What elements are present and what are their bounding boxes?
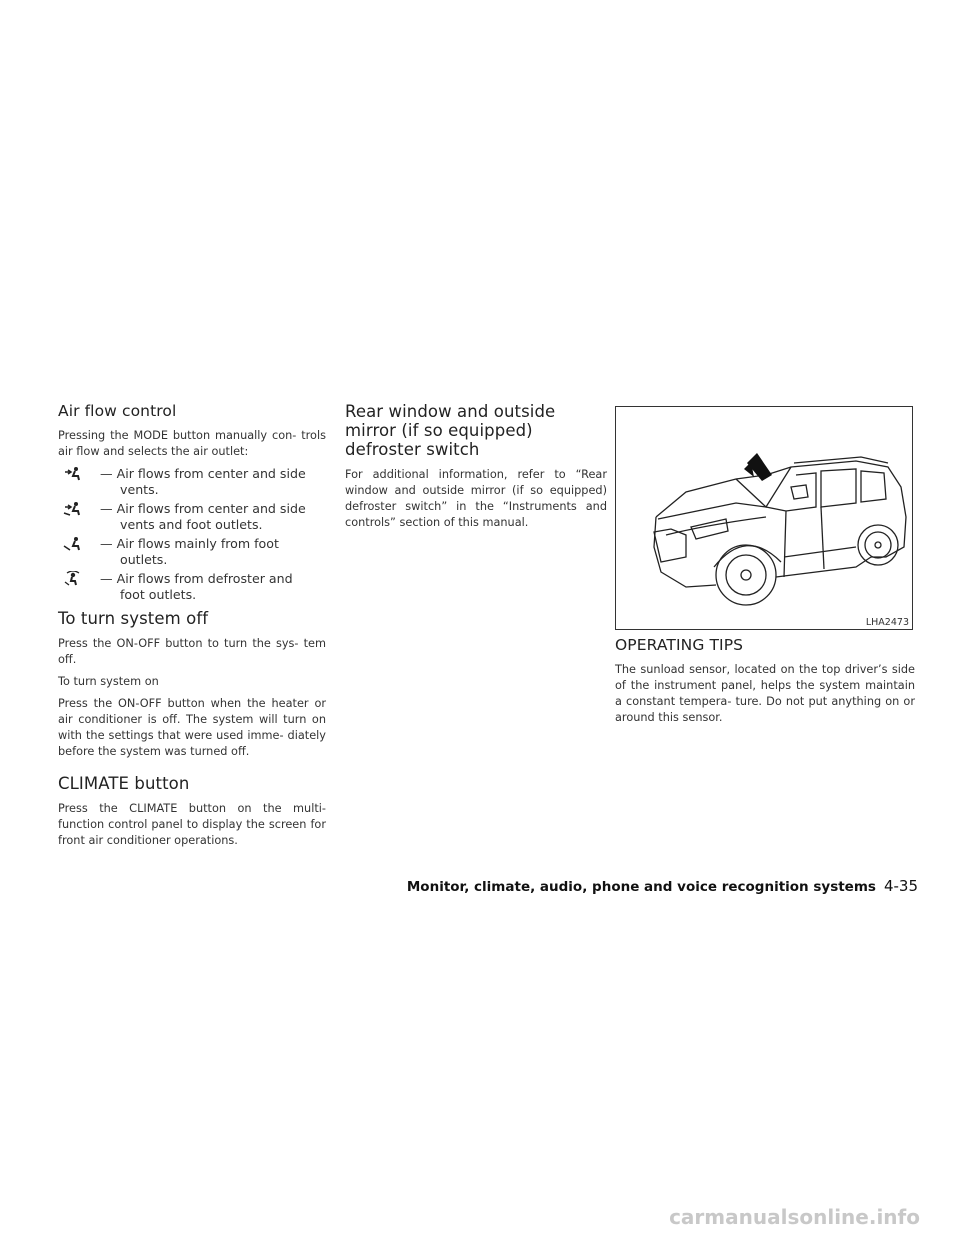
page-number: 4-35 xyxy=(883,877,918,895)
page-footer xyxy=(407,877,918,895)
rear-defroster-text: For additional information, refer to “Rear window and outside mirror (if so equipped) defroster switch” in the “Instruments and controls” section of this manual. xyxy=(345,468,607,529)
mode-bilevel-line1: — Air flows from center and side xyxy=(100,501,306,516)
mode-foot-line1: — Air flows mainly from foot xyxy=(100,536,279,551)
mode-row-foot xyxy=(58,536,326,568)
airflow-heading: Air flow control xyxy=(58,402,177,420)
mode-row-bilevel xyxy=(58,501,326,533)
mode-vent-line1: — Air flows from center and side xyxy=(100,466,306,481)
foot-mode-icon xyxy=(62,536,84,552)
column-middle xyxy=(345,402,607,537)
mode-defrost-foot-line1: — Air flows from defroster and xyxy=(100,571,293,586)
operating-tips-heading: OPERATING TIPS xyxy=(615,636,744,654)
turn-off-heading: To turn system off xyxy=(58,609,209,628)
airflow-intro: Pressing the MODE button manually con- trols air flow and selects the air outlet: xyxy=(58,429,326,458)
turn-on-text: Press the ON-OFF button when the heater or air conditioner is off. The system will turn on with the settings that were used imme- diately before the system was turned off. xyxy=(58,697,326,758)
mode-row-vent xyxy=(58,466,326,498)
mode-defrost-foot-line2: foot outlets. xyxy=(120,587,197,602)
vehicle-figure xyxy=(615,406,913,630)
climate-text: Press the CLIMATE button on the multi- function control panel to display the screen for front air conditioner operations. xyxy=(58,802,326,847)
operating-tips-text: The sunload sensor, located on the top driver’s side of the instrument panel, helps the system maintain a constant tempera- ture. Do not put anything on or around this sensor. xyxy=(615,663,915,724)
mode-bilevel-line2: vents and foot outlets. xyxy=(120,517,263,532)
turn-off-text: Press the ON-OFF button to turn the sys- tem off. xyxy=(58,637,326,666)
bi-level-mode-icon xyxy=(62,501,84,517)
mode-foot-line2: outlets. xyxy=(120,552,168,567)
mode-row-defrost-foot xyxy=(58,571,326,603)
column-left xyxy=(58,402,326,855)
mode-vent-line2: vents. xyxy=(120,482,159,497)
vehicle-illustration xyxy=(616,407,912,629)
footer-section-title: Monitor, climate, audio, phone and voice recognition systems xyxy=(406,879,876,895)
figure-code: LHA2473 xyxy=(865,617,909,628)
column-right xyxy=(615,636,915,732)
rear-defroster-heading: Rear window and outside mirror (if so equipped) defroster switch xyxy=(345,402,556,459)
turn-on-label: To turn system on xyxy=(58,675,159,688)
climate-heading: CLIMATE button xyxy=(58,774,190,793)
vent-mode-icon xyxy=(62,466,84,482)
defrost-foot-mode-icon xyxy=(62,571,84,587)
watermark: carmanualsonline.info xyxy=(669,1205,920,1229)
